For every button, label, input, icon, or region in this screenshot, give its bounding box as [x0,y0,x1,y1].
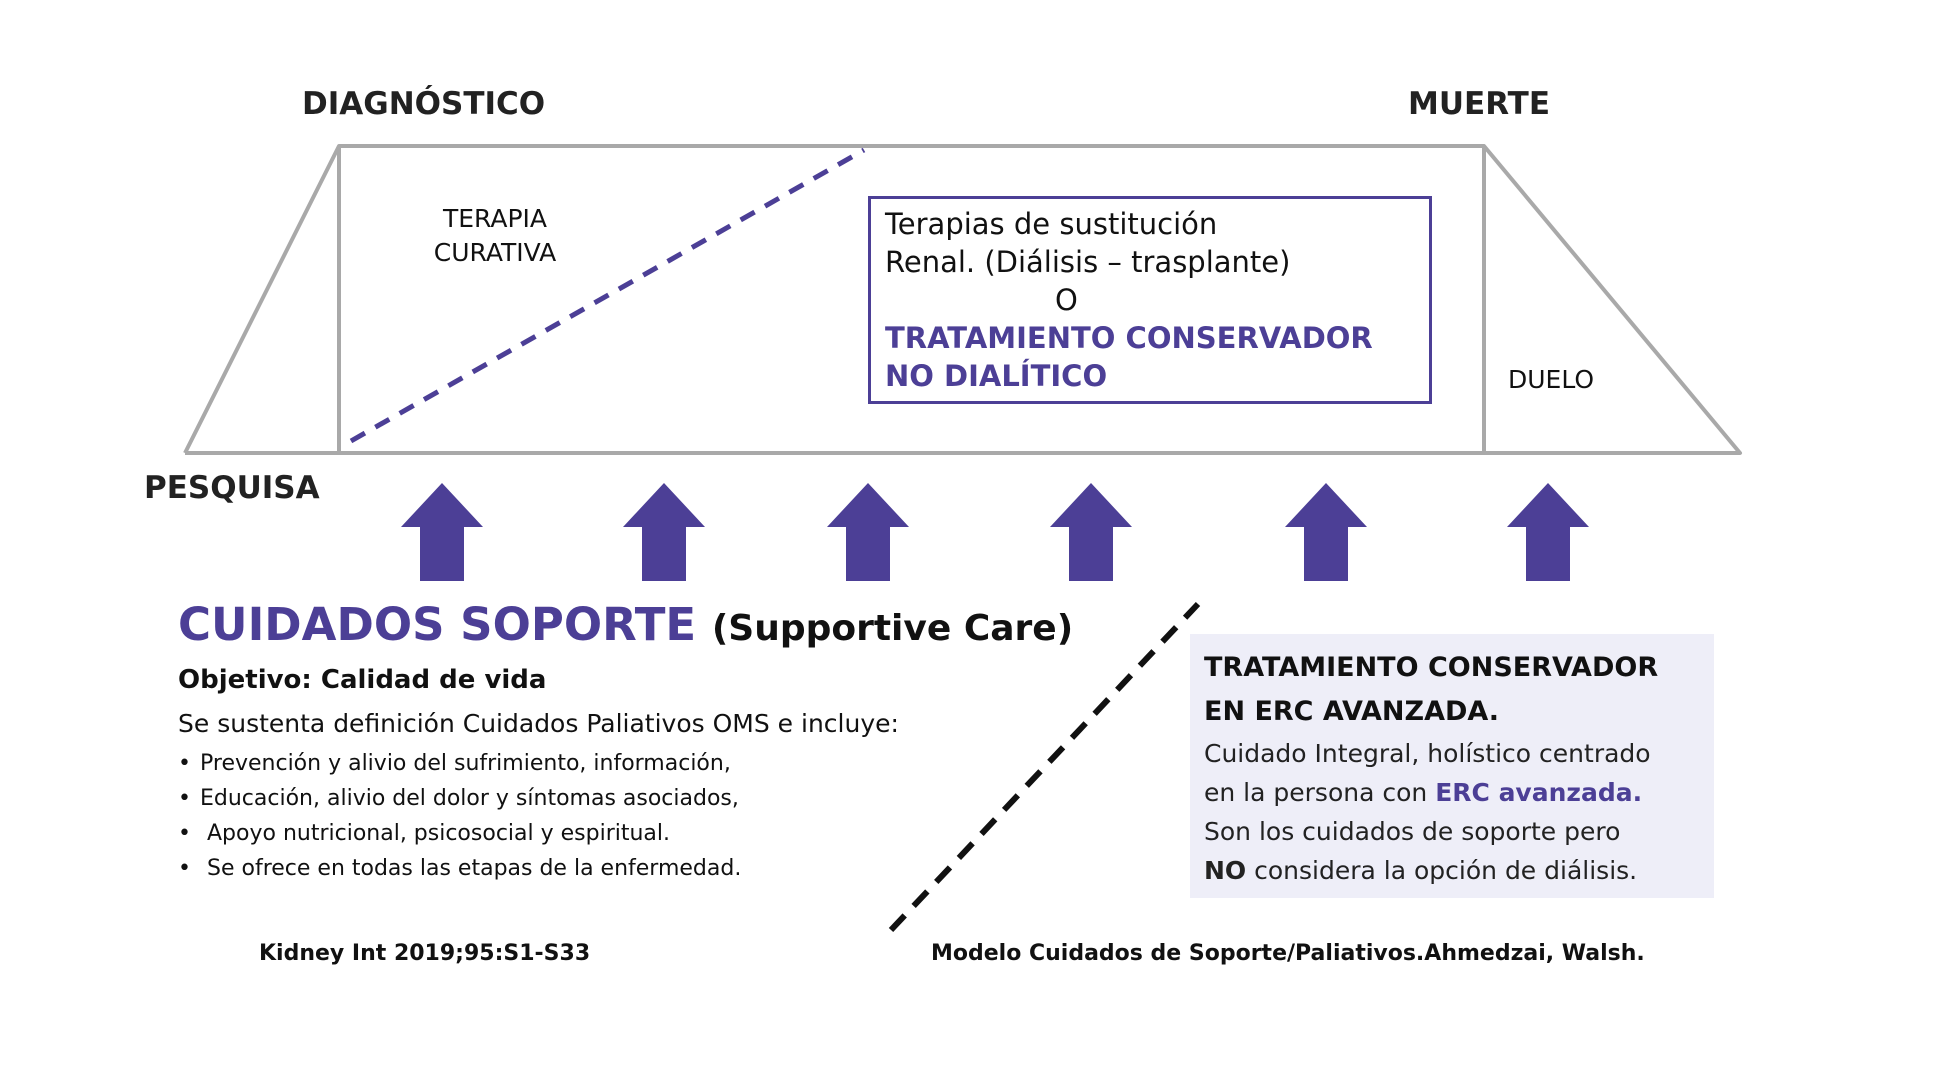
bullet-icon: • [178,786,191,811]
up-arrow-icon [623,483,705,581]
reference-right: Modelo Cuidados de Soporte/Paliativos.Ahmedzai, Walsh. [931,941,1645,966]
conservative-text-1: Cuidado Integral, holístico centrado [1204,739,1651,768]
conservative-text-4 [1204,851,1700,890]
conservative-heading-1: TRATAMIENTO CONSERVADOR [1204,652,1659,683]
death-label: MUERTE [1408,86,1550,122]
conservative-text-2-prefix: en la persona con [1204,778,1436,807]
therapy-line-2: Renal. (Diálisis – trasplante) [885,245,1291,279]
supportive-care-title [178,598,1078,651]
list-item: • Apoyo nutricional, psicosocial y espiritual. [178,816,1078,851]
diagnosis-label: DIAGNÓSTICO [302,86,546,122]
curative-line-2: CURATIVA [433,238,557,267]
conservative-text-3: Son los cuidados de soporte pero [1204,817,1621,846]
conservative-text-2 [1204,773,1700,812]
curative-line-1: TERAPIA [442,204,548,233]
therapy-or: O [1055,283,1078,317]
conservative-heading-2: EN ERC AVANZADA. [1204,696,1500,727]
screening-label: PESQUISA [144,470,320,506]
objective-value: Calidad de vida [320,665,547,695]
conservative-text-2-accent: ERC avanzada. [1435,778,1643,807]
conservative-text-4-bold: NO [1204,856,1247,885]
list-item: • Se ofrece en todas las etapas de la enfermedad. [178,851,1078,886]
up-arrow-icon [1507,483,1589,581]
bullet-icon: • [178,821,191,846]
therapy-line-1: Terapias de sustitución [885,207,1218,241]
conservative-text-4-rest: considera la opción de diálisis. [1246,856,1638,885]
conservative-treatment-panel [1190,634,1714,898]
supportive-care-list [178,746,1078,886]
reference-left: Kidney Int 2019;95:S1-S33 [259,941,591,966]
supportive-care-objective [178,665,1078,695]
therapy-accent-line-2: NO DIALÍTICO [885,359,1108,393]
bullet-icon: • [178,751,191,776]
supportive-care-title-sub: (Supportive Care) [711,608,1074,649]
supportive-care-title-main: CUIDADOS SOPORTE [178,598,697,651]
grief-label: DUELO [1508,365,1595,394]
up-arrow-icon [401,483,483,581]
list-item: • Educación, alivio del dolor y síntomas asociados, [178,781,1078,816]
up-arrow-icon [1050,483,1132,581]
arrows-group [401,483,1589,581]
objective-label: Objetivo: [178,665,312,695]
up-arrow-icon [827,483,909,581]
supportive-care-basis: Se sustenta definición Cuidados Paliativos OMS e incluye: [178,709,899,738]
up-arrow-icon [1285,483,1367,581]
curative-therapy-label [410,202,580,270]
curative-dashed-line [351,150,864,441]
renal-therapy-box [868,196,1432,404]
therapy-accent-line-1: TRATAMIENTO CONSERVADOR [885,321,1373,355]
supportive-care-block [178,598,1078,886]
list-item: • Prevención y alivio del sufrimiento, información, [178,746,1078,781]
bullet-icon: • [178,856,191,881]
